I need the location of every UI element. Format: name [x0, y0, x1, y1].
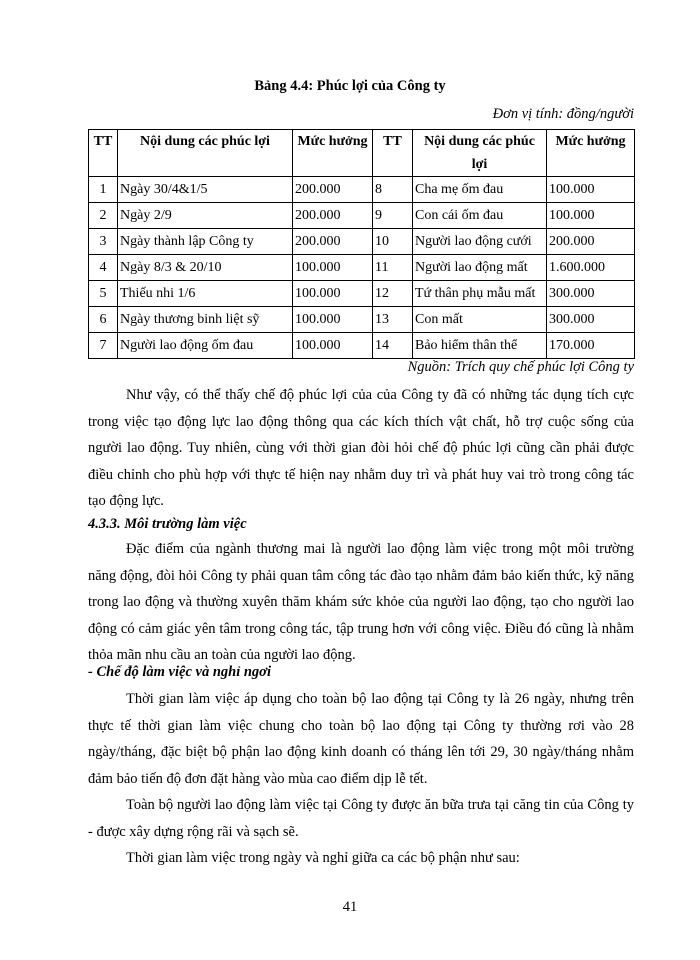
cell-amount: 200.000 [293, 229, 373, 255]
cell-content: Ngày thương binh liệt sỹ [118, 307, 293, 333]
cell-content: Ngày 2/9 [118, 203, 293, 229]
source-note: Nguồn: Trích quy chế phúc lợi Công ty [407, 359, 634, 375]
cell-content: Người lao động ốm đau [118, 333, 293, 359]
cell-amount: 100.000 [293, 333, 373, 359]
header-amount-1: Mức hưởng [293, 130, 373, 177]
cell-tt: 9 [373, 203, 413, 229]
cell-amount: 200.000 [547, 229, 635, 255]
cell-tt: 13 [373, 307, 413, 333]
cell-content: Ngày thành lập Công ty [118, 229, 293, 255]
benefits-table [88, 129, 635, 359]
cell-amount: 100.000 [547, 203, 635, 229]
cell-tt: 3 [89, 229, 118, 255]
cell-tt: 10 [373, 229, 413, 255]
table-row [89, 281, 635, 307]
table-row [89, 229, 635, 255]
header-amount-2: Mức hưởng [547, 130, 635, 177]
cell-content: Bảo hiểm thân thể [413, 333, 547, 359]
cell-tt: 5 [89, 281, 118, 307]
cell-content: Tứ thân phụ mẫu mất [413, 281, 547, 307]
header-content-1: Nội dung các phúc lợi [118, 130, 293, 177]
cell-amount: 300.000 [547, 307, 635, 333]
cell-content: Con cái ốm đau [413, 203, 547, 229]
table-row [89, 177, 635, 203]
cell-tt: 4 [89, 255, 118, 281]
subheading-work-regime: - Chế độ làm việc và nghỉ ngơi [88, 664, 271, 680]
cell-amount: 100.000 [547, 177, 635, 203]
cell-content: Cha mẹ ốm đau [413, 177, 547, 203]
cell-content: Thiếu nhi 1/6 [118, 281, 293, 307]
cell-amount: 100.000 [293, 307, 373, 333]
cell-amount: 100.000 [293, 281, 373, 307]
paragraph-2: Đặc điểm của ngành thương mai là người lao động làm việc trong một môi trường năng động, đòi hỏi Công ty phải quan tâm công tác đào tạo nhằm đảm bảo kiến thức, kỹ năng trong lao động và thường xuyên thăm khám sức khỏe của người lao động, tạo cho người lao động có cảm giác yên tâm trong công tác, tập trung hơn với công việc. Điều đó cũng là nhằm thỏa mãn nhu cầu an toàn của người lao động. [88, 541, 634, 664]
paragraph-5: Thời gian làm việc trong ngày và nghỉ giữa ca các bộ phận như sau: [126, 850, 520, 866]
section-heading-4-3-3: 4.3.3. Môi trường làm việc [88, 516, 247, 532]
cell-amount: 300.000 [547, 281, 635, 307]
cell-tt: 7 [89, 333, 118, 359]
cell-content: Ngày 8/3 & 20/10 [118, 255, 293, 281]
table-row [89, 333, 635, 359]
cell-tt: 1 [89, 177, 118, 203]
cell-amount: 100.000 [293, 255, 373, 281]
cell-tt: 14 [373, 333, 413, 359]
cell-tt: 8 [373, 177, 413, 203]
header-tt-2: TT [373, 130, 413, 177]
cell-tt: 12 [373, 281, 413, 307]
cell-amount: 200.000 [293, 203, 373, 229]
table-row [89, 255, 635, 281]
cell-tt: 11 [373, 255, 413, 281]
table-title: Bảng 4.4: Phúc lợi của Công ty [254, 78, 446, 94]
cell-content: Ngày 30/4&1/5 [118, 177, 293, 203]
page-number: 41 [342, 899, 358, 915]
paragraph-3: Thời gian làm việc áp dụng cho toàn bộ lao động tại Công ty là 26 ngày, nhưng trên thực tế thời gian làm việc chung cho toàn bộ lao động tại Công ty thường rơi vào 28 ngày/tháng, đặc biệt bộ phận lao động kinh doanh có tháng lên tới 29, 30 ngày/tháng nhằm đảm bảo tiến độ đơn đặt hàng vào mùa cao điểm dịp lễ tết. [88, 691, 634, 787]
paragraph-1: Như vậy, có thể thấy chế độ phúc lợi của của Công ty đã có những tác dụng tích cực trong việc tạo động lực lao động thông qua các kích thích vật chất, hỗ trợ cuộc sống của người lao động. Tuy nhiên, cùng với thời gian đòi hỏi chế độ phúc lợi cũng cần phải được điều chỉnh cho phù hợp với thực tế hiện nay nhằm duy trì và phát huy vai trò trong công tác tạo động lực. [88, 387, 634, 510]
cell-content: Người lao động mất [413, 255, 547, 281]
table-row [89, 203, 635, 229]
header-content-2: Nội dung các phúc lợi [413, 130, 547, 177]
table-header-row [89, 130, 635, 177]
cell-amount: 200.000 [293, 177, 373, 203]
cell-content: Người lao động cưới [413, 229, 547, 255]
cell-amount: 1.600.000 [547, 255, 635, 281]
paragraph-4: Toàn bộ người lao động làm việc tại Công ty được ăn bữa trưa tại căng tin của Công ty - được xây dựng rộng rãi và sạch sẽ. [88, 797, 634, 840]
cell-content: Con mất [413, 307, 547, 333]
cell-tt: 2 [89, 203, 118, 229]
cell-amount: 170.000 [547, 333, 635, 359]
header-tt-1: TT [89, 130, 118, 177]
cell-tt: 6 [89, 307, 118, 333]
unit-note: Đơn vị tính: đồng/người [492, 106, 634, 122]
table-row [89, 307, 635, 333]
